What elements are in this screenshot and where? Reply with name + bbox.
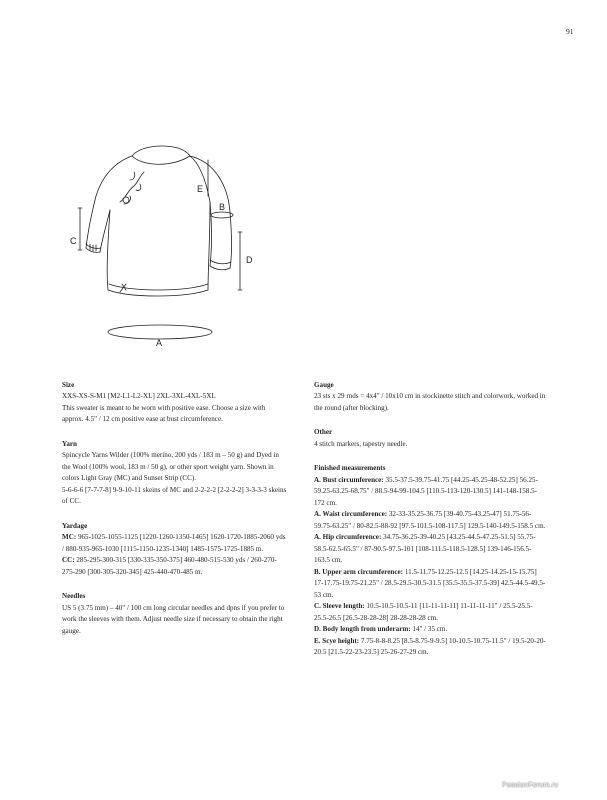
- measure-text: 32-33-35.25-36.75 [39-40.75-43.25-47] 51.75-56-59.75-63.25" / 80-82.5-88-92 [97.5-101.5-108-117.5] 129.5-140-149.5-158.5 cm.: [314, 510, 546, 530]
- gauge-section: [314, 380, 547, 414]
- yardage-mc-label: MC:: [62, 533, 77, 542]
- upper-arm-ring: [211, 212, 233, 218]
- measure-label: A. Waist circumference:: [314, 510, 388, 519]
- hem: [108, 290, 208, 296]
- needles-section: [62, 591, 287, 637]
- measure-bust: [314, 475, 547, 509]
- measure-label: A. Hip circumference:: [314, 533, 382, 542]
- yarn-skeins: 5-6-6-6 [7-7-7-8] 9-9-10-11 skeins of MC and 2-2-2-2 [2-2-2-2] 3-3-3-3 skeins of CC.: [62, 485, 287, 506]
- finished-title: Finished measurements: [314, 464, 386, 473]
- measure-text: 35.5-37.5-39.75-41.75 [44.25-45.25-48-52.25] 56.25-59.25-63.25-68.75" / 88.5-94-99-104.5 [110.5-113-120-130.5] 141-148-158.5-172 cm.: [314, 475, 538, 507]
- size-ease-note: This sweater is meant to be worn with positive ease. Choose a size with approx. 4.5" / 12 cm positive ease at bust circumference.: [62, 403, 266, 424]
- bust-ellipse: [108, 325, 212, 339]
- yardage-cc-label: CC:: [62, 556, 75, 565]
- other-section: [314, 427, 547, 450]
- left-column: [62, 380, 287, 650]
- measure-text: 14" / 35 cm.: [410, 625, 448, 634]
- size-title: Size: [62, 381, 75, 389]
- measure-label: D. Body length from underarm:: [314, 625, 411, 634]
- left-shoulder: [86, 156, 132, 248]
- yardage-title: Yardage: [62, 521, 88, 530]
- measure-label: C. Sleeve length:: [314, 602, 365, 611]
- needles-title: Needles: [62, 592, 86, 601]
- right-cuff: [210, 266, 230, 270]
- size-line: XXS-XS-S-M1 [M2-L1-L2-XL] 2XL-3XL-4XL-5XL: [62, 392, 216, 401]
- yardage-section: [62, 521, 287, 578]
- measure-body-length: [314, 624, 547, 635]
- size-section: [62, 380, 287, 426]
- gauge-title: Gauge: [314, 381, 334, 389]
- label-c: C: [70, 236, 77, 246]
- yardage-mc-text: 965-1025-1055-1125 [1220-1260-1350-1465] 1620-1720-1885-2060 yds / 880-935-965-1030 [1115-1150-1235-1340] 1485-1575-1725-1885 m.: [62, 533, 286, 553]
- measure-label: B. Upper arm circumference:: [314, 567, 404, 576]
- left-cuff-band: [86, 244, 101, 248]
- body-left-side: [107, 210, 110, 290]
- label-b: B: [219, 202, 226, 212]
- measure-sleeve: [314, 601, 547, 624]
- measure-waist: [314, 509, 547, 532]
- measure-text: 10.5-10.5-10.5-11 [11-11-11-11] 11-11-11-11" / 25.5-25.5-25.5-26.5 [26.5-28-28-28] 28-28-28-28 cm.: [314, 602, 533, 622]
- measure-hip: [314, 532, 547, 566]
- yarn-description: Spincycle Yarns Wilder (100% merino, 200 yds / 183 m – 50 g) and Dyed in the Wool (100% wool, 183 m / 50 g), or other sport weight yarn. Shown in colors Light Gray (MC) and Sunset Strip (CC).: [62, 451, 279, 483]
- right-cuff-band: [210, 260, 231, 264]
- page-number: 91: [566, 27, 574, 36]
- other-title: Other: [314, 428, 333, 437]
- body-right-side: [208, 202, 210, 290]
- neck-band: [132, 156, 190, 164]
- neckline: [132, 146, 190, 156]
- yarn-title: Yarn: [62, 439, 77, 448]
- colorwork-motif: [120, 172, 144, 204]
- measure-scye: [314, 636, 547, 659]
- needles-text: US 5 (3.75 mm) – 40" / 100 cm long circular needles and dpns if you prefer to work the sleeves with them. Adjust needle size if necessary to obtain the right gauge.: [62, 603, 285, 635]
- measure-text: 11.5-11.75-12.25-12.5 [14.25-14.25-15-15.75] 17-17.75-19.75-21.25" / 28.5-29.5-30.5-31.5 [35.5-35.5-37.5-39] 42.5-44.5-49.5-53 cm.: [314, 567, 546, 599]
- other-text: 4 stitch markers, tapestry needle.: [314, 439, 408, 448]
- watermark: PassionForum.ru: [502, 782, 559, 789]
- yarn-section: [62, 439, 287, 508]
- sweater-schematic: [70, 140, 270, 350]
- label-d: D: [246, 255, 253, 265]
- measure-label: E. Scye height:: [314, 636, 360, 645]
- finished-section: [314, 463, 547, 658]
- label-a: A: [156, 338, 163, 348]
- right-raglan: [190, 156, 210, 202]
- yardage-cc-text: 285-295-300-315 [330-335-350-375] 460-480-515-530 yds / 260-270-275-290 [300-305-320-345] 425-440-470-485 m.: [62, 556, 277, 576]
- yardage-mc: [62, 532, 287, 555]
- yardage-cc: [62, 555, 287, 578]
- measure-text: 34.75-36.25-39-40.25 [43.25-44.5-47.25-51.5] 55.75-58.5-62.5-65.5" / 87-90.5-97.5-101 [108-111.5-118.5-128.5] 139-146-156.5-163.5 cm.: [314, 533, 536, 565]
- right-column: [314, 380, 547, 672]
- measure-upper-arm: [314, 567, 547, 601]
- label-e: E: [197, 184, 204, 194]
- gauge-text: 23 sts x 29 rnds = 4x4" / 10x10 cm in stockinette stitch and colorwork, worked in the round (after blocking).: [314, 392, 546, 412]
- measure-text: 7.75-8-8-8.25 [8.5-8.75-9-9.5] 10-10.5-10.75-11.5" / 19.5-20-20-20.5 [21.5-22-23-23.5] 25-26-27-29 cm.: [314, 636, 546, 657]
- measure-label: A. Bust circumference:: [314, 475, 384, 484]
